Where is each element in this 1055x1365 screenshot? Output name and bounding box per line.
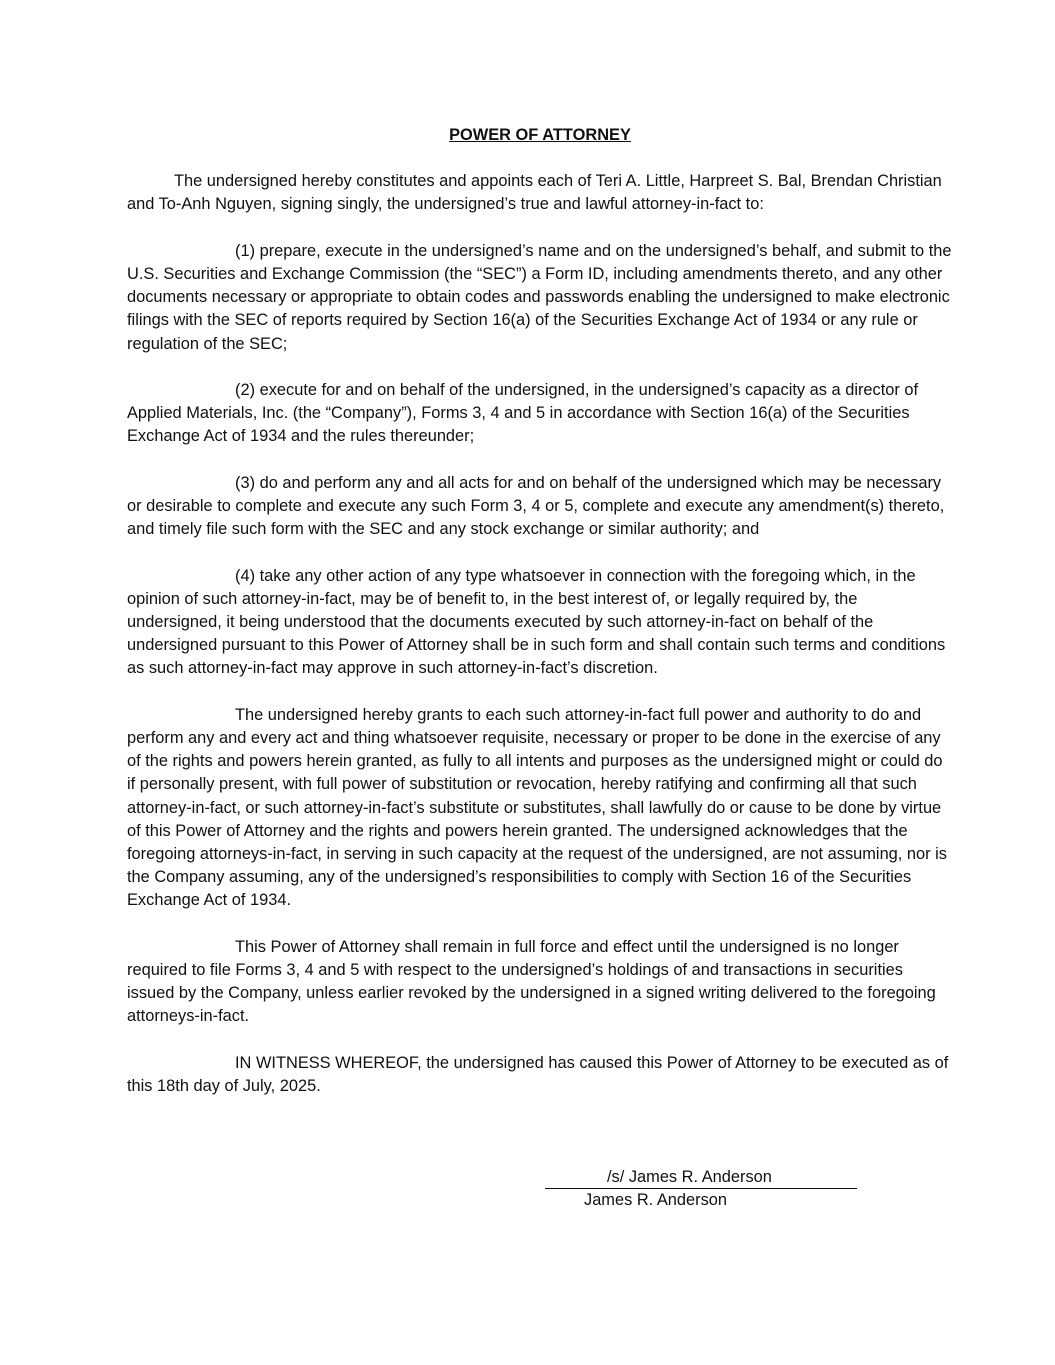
document-title: POWER OF ATTORNEY [449,126,631,144]
witness-paragraph: IN WITNESS WHEREOF, the undersigned has caused this Power of Attorney to be executed as of this 18th day of July, 2025. [127,1053,949,1096]
clause-1-paragraph: (1) prepare, execute in the undersigned’s name and on the undersigned’s behalf, and submit to the U.S. Securities and Exchange Commission (the “SEC”) a Form ID, including amendments thereto, and any other documents necessary or appropriate to obtain codes and passwords enabling the undersigned to make electronic filings with the SEC of reports required by Section 16(a) of the Securities Exchange Act of 1934 or any rule or regulation of the SEC; [127,241,952,353]
signature-text: /s/ James R. Anderson [607,1168,772,1186]
clause-2-paragraph: (2) execute for and on behalf of the undersigned, in the undersigned’s capacity as a director of Applied Materials, Inc. (the “Company”), Forms 3, 4 and 5 in accordance with Section 16(a) of the Securities Exchange Act of 1934 and the rules thereunder; [127,381,919,446]
printed-name: James R. Anderson [584,1191,728,1209]
document-body [127,124,953,1121]
clause-4-paragraph: (4) take any other action of any type whatsoever in connection with the foregoing which, in the opinion of such attorney-in-fact, may be of benefit to, in the best interest of, or legally required by, the undersigned, it being understood that the documents executed by such attorney-in-fact on behalf of the undersigned pursuant to this Power of Attorney shall be in such form and shall contain such terms and conditions as such attorney-in-fact may approve in such attorney-in-fact’s discretion. [127,566,946,678]
signature-line [545,1166,857,1189]
signature-block [545,1166,857,1212]
duration-paragraph: This Power of Attorney shall remain in full force and effect until the undersigned is no longer required to file Forms 3, 4 and 5 with respect to the undersigned’s holdings of and transactions in securities issued by the Company, unless earlier revoked by the undersigned in a signed writing delivered to the foregoing attorneys-in-fact. [127,937,936,1026]
grant-of-authority-paragraph: The undersigned hereby grants to each such attorney-in-fact full power and authority to do and perform any and every act and thing whatsoever requisite, necessary or proper to be done in the exercise of any of the rights and powers herein granted, as fully to all intents and purposes as the undersigned might or could do if personally present, with full power of substitution or revocation, hereby ratifying and confirming all that such attorney-in-fact, or such attorney-in-fact’s substitute or substitutes, shall lawfully do or cause to be done by virtue of this Power of Attorney and the rights and powers herein granted. The undersigned acknowledges that the foregoing attorneys-in-fact, in serving in such capacity at the request of the undersigned, are not assuming, nor is the Company assuming, any of the undersigned’s responsibilities to comply with Section 16 of the Securities Exchange Act of 1934. [127,705,947,910]
appointment-paragraph: The undersigned hereby constitutes and appoints each of Teri A. Little, Harpreet S. Bal, Brendan Christian and To-Anh Nguyen, signing singly, the undersigned’s true and lawful attorney-in-fact to: [127,172,942,214]
clause-3-paragraph: (3) do and perform any and all acts for and on behalf of the undersigned which may be necessary or desirable to complete and execute any such Form 3, 4 or 5, complete and execute any amendment(s) thereto, and timely file such form with the SEC and any stock exchange or similar authority; and [127,473,945,539]
